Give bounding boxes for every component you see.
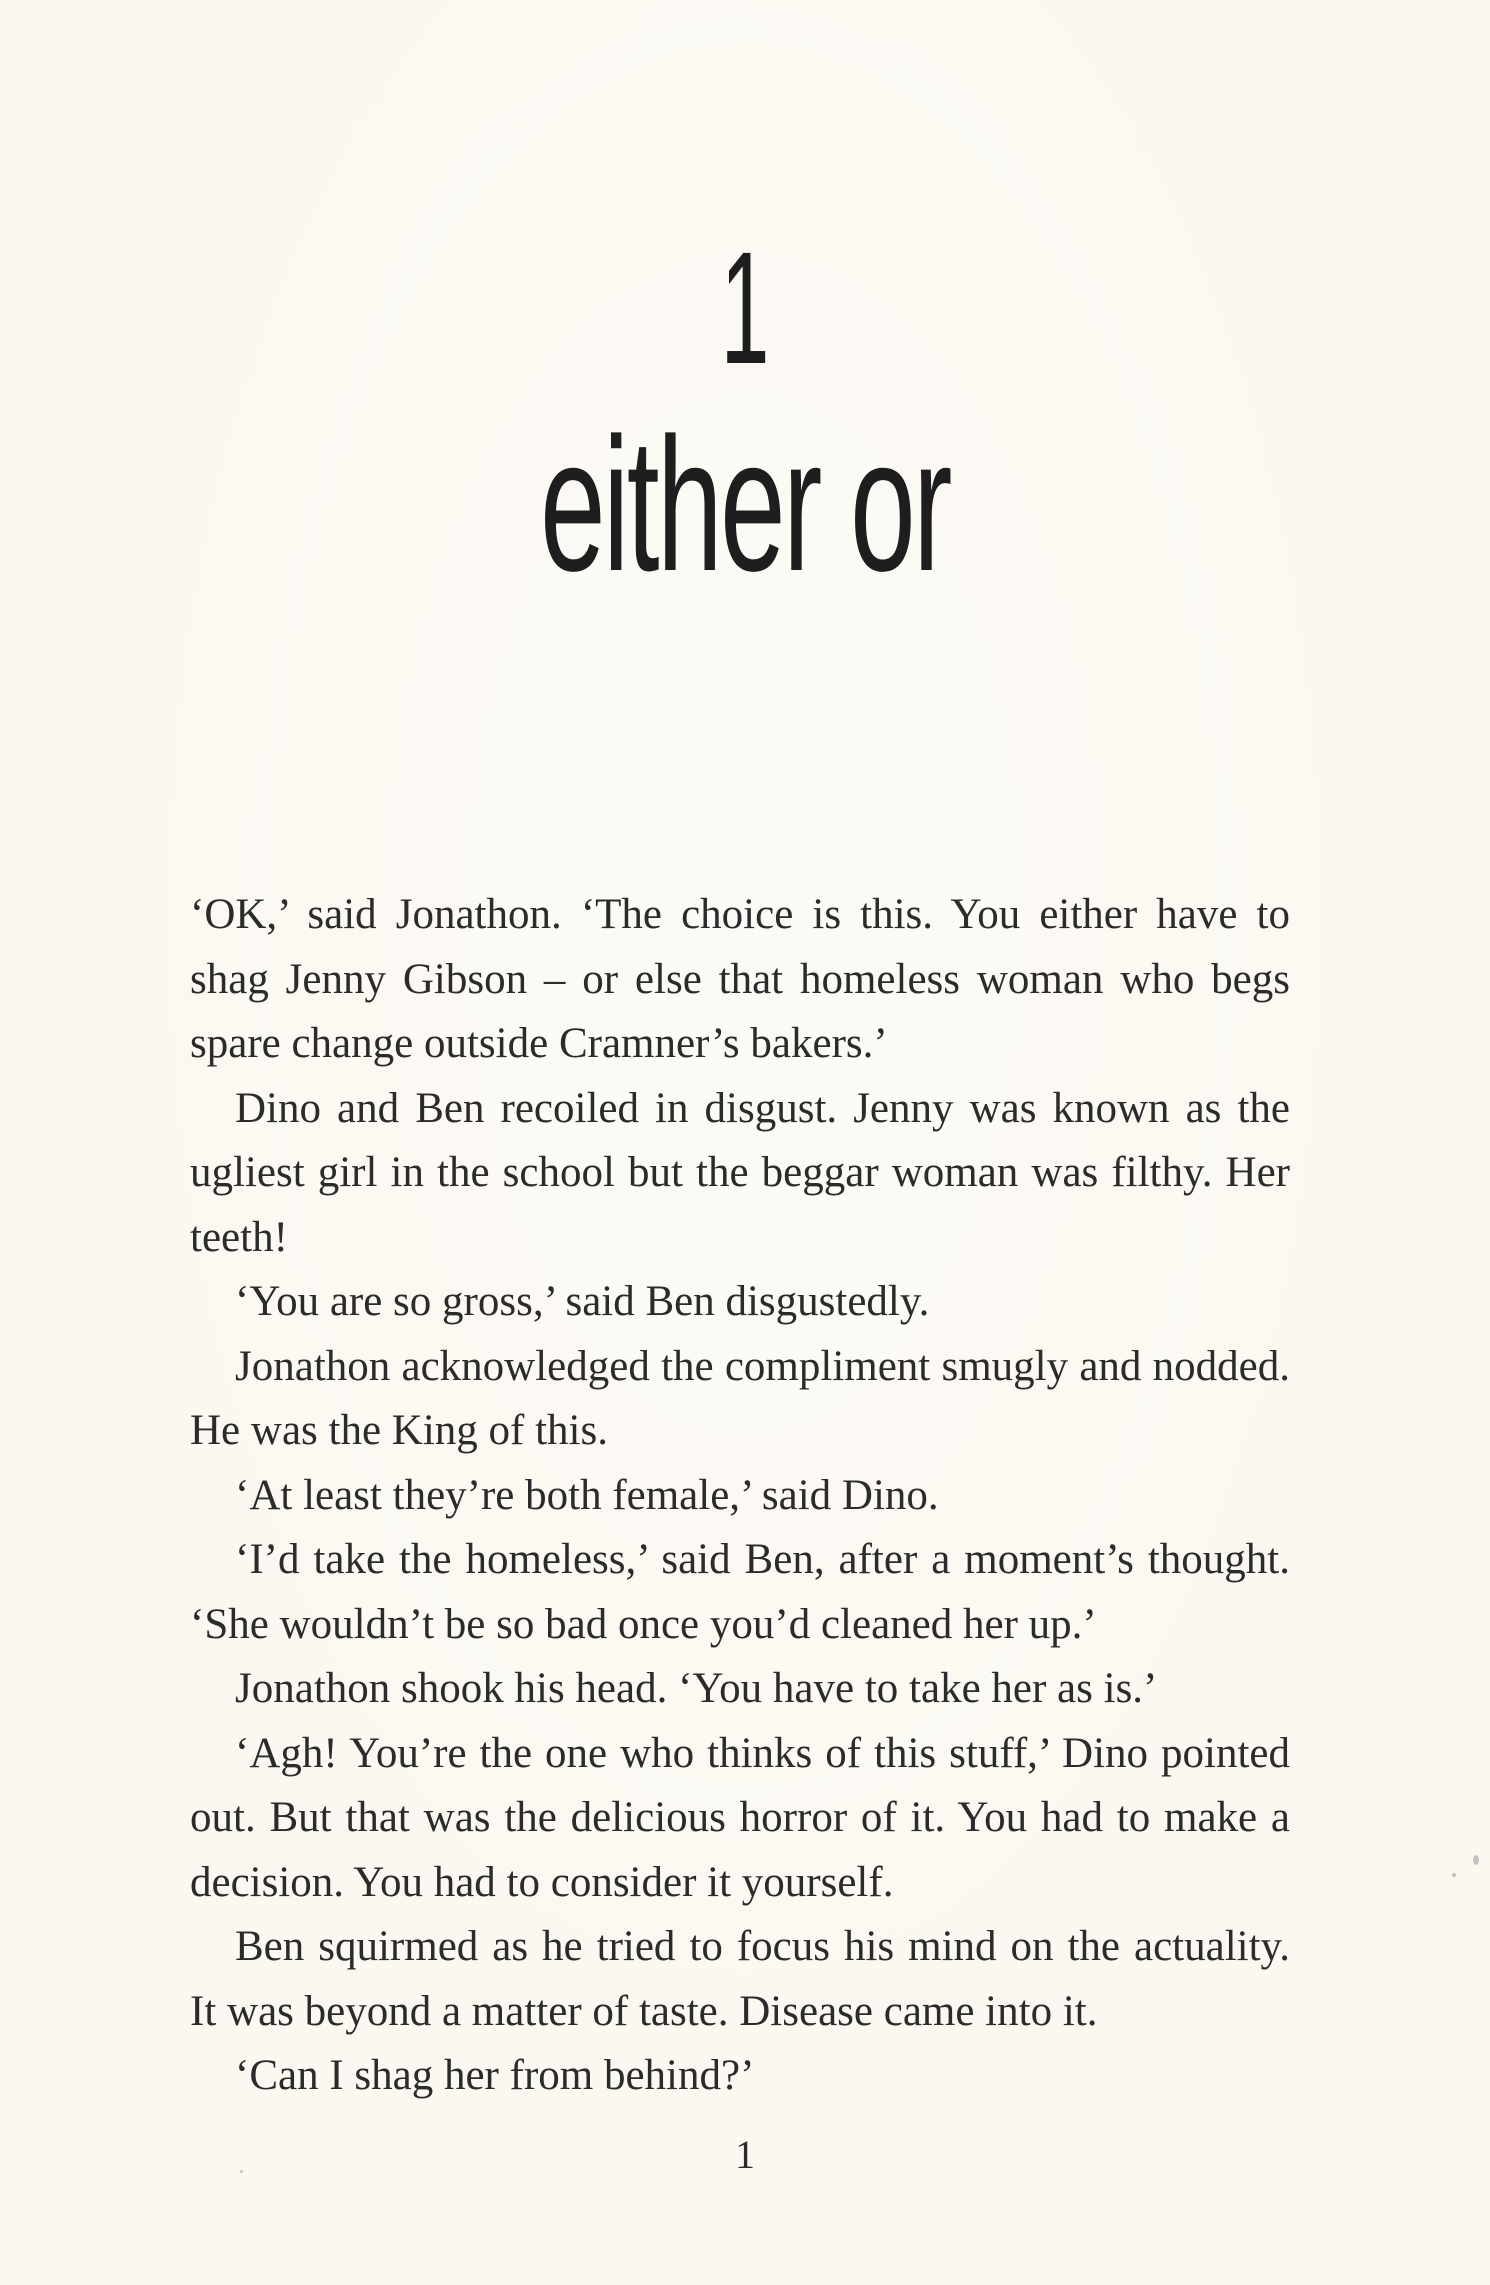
paragraph: ‘At least they’re both female,’ said Dino.	[235, 1471, 939, 1519]
paragraph: ‘Can I shag her from behind?’	[235, 2052, 755, 2099]
scan-speck	[240, 2170, 243, 2173]
paragraph: Jonathon acknowledged the compliment smugly and nodded. He was the King of this.	[190, 1342, 1290, 1454]
paragraph: Ben squirmed as he tried to focus his mind on the actuality. It was beyond a matter of taste. Disease came into it.	[190, 1923, 1290, 2035]
chapter-number: 1	[720, 218, 770, 397]
chapter-title: either or	[540, 399, 950, 611]
paragraph: ‘OK,’ said Jonathon. ‘The choice is this. You either have to shag Jenny Gibson – or else that homeless woman who begs spare change outside Cramner’s bakers.’	[190, 891, 1290, 1067]
scan-speck	[1452, 1873, 1456, 1877]
paragraph: ‘You are so gross,’ said Ben disgustedly.	[235, 1278, 930, 1325]
chapter-body	[190, 883, 1290, 2109]
paragraph: ‘Agh! You’re the one who thinks of this stuff,’ Dino pointed out. But that was the delicious horror of it. You had to make a decision. You had to consider it yourself.	[190, 1729, 1290, 1906]
scan-speck	[1473, 1855, 1479, 1865]
paragraph: Jonathon shook his head. ‘You have to take her as is.’	[235, 1665, 1158, 1712]
paragraph: Dino and Ben recoiled in disgust. Jenny was known as the ugliest girl in the school but the beggar woman was filthy. Her teeth!	[190, 1084, 1290, 1261]
page-number: 1	[735, 2132, 755, 2177]
paragraph: ‘I’d take the homeless,’ said Ben, after a moment’s thought. ‘She wouldn’t be so bad once you’d cleaned her up.’	[190, 1536, 1290, 1648]
